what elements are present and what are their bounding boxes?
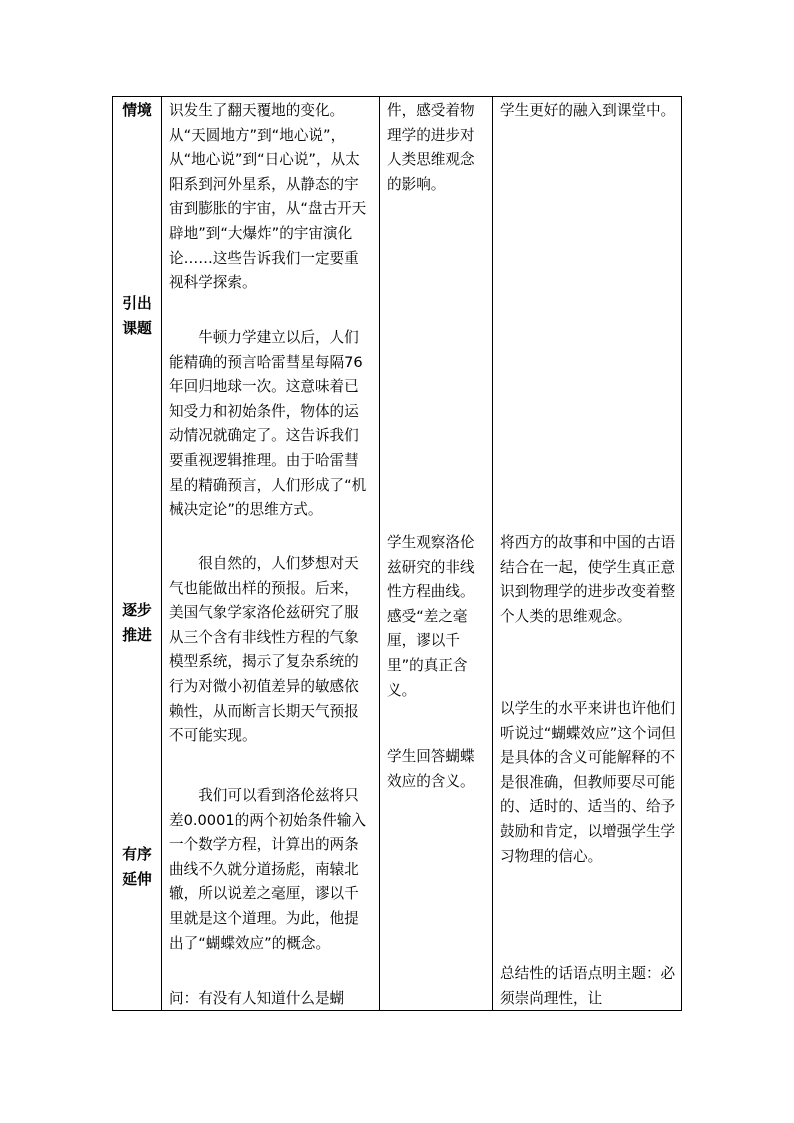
stage-label-introduce-topic: 引出课题 xyxy=(122,295,152,337)
design-intent-3: 以学生的水平来讲也许他们听说过“蝴蝶效应”这个词但是具体的含义可能解释的不是很准确，但教师要尽可能的、适时的、适当的、给予鼓励和肯定，以增强学生学习物理的信心。 xyxy=(500,700,676,865)
student-activity-3: 学生回答蝴蝶效应的含义。 xyxy=(387,748,475,790)
teacher-activity-paragraph-3: 很自然的，人们梦想对天气也能做出样的预报。后来，美国气象学家洛伦兹研究了服从三个含有非线性方程的气象模型系统，揭示了复杂系统的行为对微小初值差异的敏感依赖性，从而断言长期天气预报不可能实现。 xyxy=(169,555,359,745)
lesson-plan-table xyxy=(112,96,682,1011)
student-activity-1: 件，感受着物理学的进步对人类思维观念的影响。 xyxy=(387,102,475,193)
stage-label-orderly-extension: 有序延伸 xyxy=(122,846,152,888)
column-divider xyxy=(379,97,380,1010)
column-divider xyxy=(161,97,162,1010)
teacher-activity-paragraph-1: 识发生了翻天覆地的变化。从“天圆地方”到“地心说”，从“地心说”到“日心说”，从太阳系到河外星系，从静态的宇宙到膨胀的宇宙，从“盘古开天辟地”到“大爆炸”的宇宙演化论……这些告诉我们一定要重视科学探索。 xyxy=(169,102,367,292)
column-divider xyxy=(492,97,493,1010)
design-intent-1: 学生更好的融入到课堂中。 xyxy=(500,102,676,119)
teacher-activity-paragraph-4: 我们可以看到洛伦兹将只差0.0001的两个初始条件输入一个数学方程，计算出的两条曲线不久就分道扬彪，南辕北辙，所以说差之毫厘，谬以千里就是这个道理。为此，他提出了“蝴蝶效应”的概念。 xyxy=(169,787,367,952)
teacher-activity-paragraph-5: 问：有没有人知道什么是蝴 xyxy=(169,990,345,1007)
teacher-activity-paragraph-2: 牛顿力学建立以后，人们能精确的预言哈雷彗星每隔76年回归地球一次。这意味着已知受力和初始条件，物体的运动情况就确定了。这告诉我们要重视逻辑推理。由于哈雷彗星的精确预言，人们形成了“机械决定论”的思维方式。 xyxy=(169,329,367,519)
design-intent-2: 将西方的故事和中国的古语结合在一起，使学生真正意识到物理学的进步改变着整个人类的思维观念。 xyxy=(500,534,676,625)
stage-label-situation: 情境 xyxy=(122,102,152,119)
design-intent-4: 总结性的话语点明主题：必须崇尚理性，让 xyxy=(500,965,676,1007)
stage-label-step-by-step: 逐步推进 xyxy=(122,602,152,644)
student-activity-2: 学生观察洛伦兹研究的非线性方程曲线。感受“差之毫厘，谬以千里”的真正含义。 xyxy=(387,534,475,699)
